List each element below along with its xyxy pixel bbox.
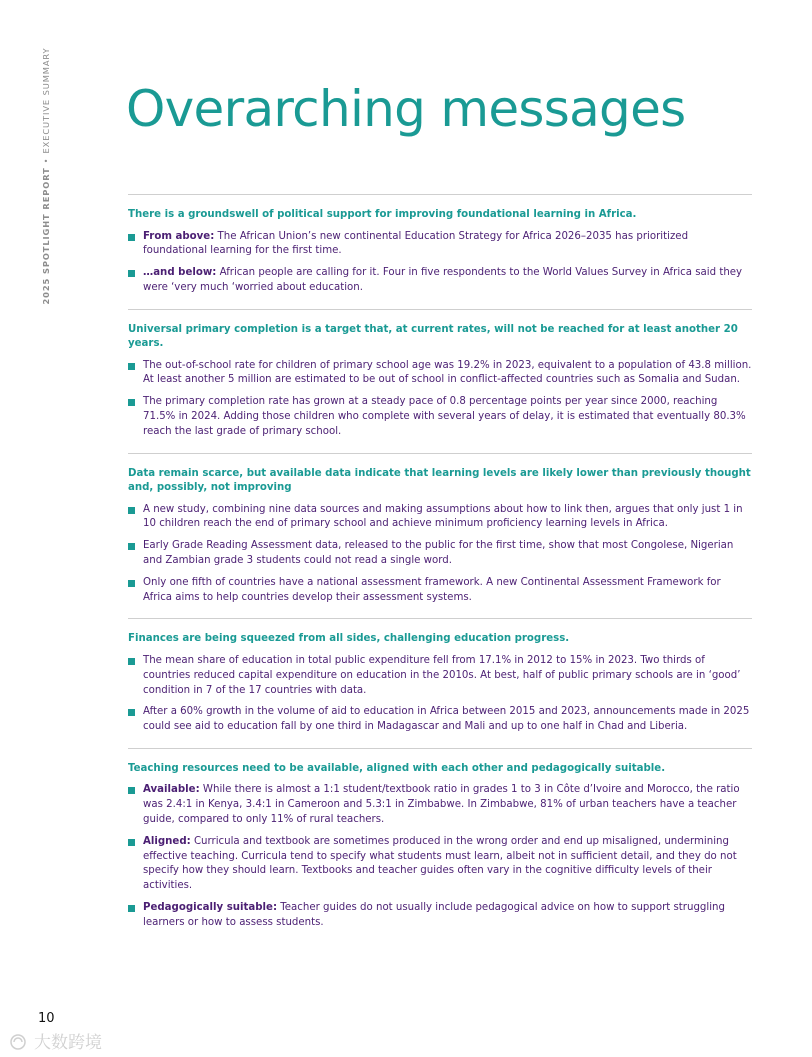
bullet-lead: Aligned: bbox=[143, 835, 191, 847]
bullet-square-icon bbox=[128, 234, 135, 241]
bullet-item bbox=[128, 539, 752, 569]
bullet-square-icon bbox=[128, 270, 135, 277]
bullet-text: The mean share of education in total public expenditure fell from 17.1% in 2012 to 15% in 2023. Two thirds of countries reduced capital expenditure on education in the 2010s. At best, half of public primary schools are in ‘good’ condition in 7 of the 17 countries with data. bbox=[143, 654, 741, 696]
bullet-item bbox=[128, 359, 752, 389]
bullet-text: The primary completion rate has grown at a steady pace of 0.8 percentage points per year since 2000, reaching 71.5% in 2024. Adding those children who complete with several years of delay, it is estimated that eventually 80.3% reach the last grade of primary school. bbox=[143, 396, 746, 437]
section-name: EXECUTIVE SUMMARY bbox=[41, 47, 51, 154]
bullet-item bbox=[128, 835, 752, 894]
report-name: 2025 SPOTLIGHT REPORT bbox=[41, 167, 51, 305]
section-heading: Universal primary completion is a target that, at current rates, will not be reached for at least another 20 years. bbox=[128, 323, 738, 350]
message-section bbox=[128, 194, 752, 309]
bullet-lead: From above: bbox=[143, 230, 215, 242]
bullet-text: Curricula and textbook are sometimes produced in the wrong order and end up misaligned, undermining effective teaching. Curricula tend to specify what students must learn, albeit not in sufficient detail, and they do not specify how they should learn. Textbooks and teacher guides often vary in the cognitive difficulty levels of their activities. bbox=[143, 835, 737, 892]
page-number: 10 bbox=[38, 1011, 55, 1026]
bullet-square-icon bbox=[128, 658, 135, 665]
message-section bbox=[128, 618, 752, 747]
bullet-square-icon bbox=[128, 543, 135, 550]
bullet-text: After a 60% growth in the volume of aid to education in Africa between 2015 and 2023, announcements made in 2025 could see aid to education fall by one third in Madagascar and Mali and up to one half in Chad and Liberia. bbox=[143, 706, 750, 733]
bullet-text: A new study, combining nine data sources and making assumptions about how to link then, argues that only just 1 in 10 children reach the end of primary school and achieve minimum proficiency learning levels in Africa. bbox=[143, 503, 743, 530]
bullet-lead: Pedagogically suitable: bbox=[143, 902, 278, 914]
bullet-item bbox=[128, 230, 752, 260]
bullet-item bbox=[128, 783, 752, 827]
section-heading: Data remain scarce, but available data indicate that learning levels are likely lower than previously thought and, possibly, not improving bbox=[128, 467, 751, 494]
section-heading: There is a groundswell of political support for improving foundational learning in Africa. bbox=[128, 209, 637, 220]
running-header bbox=[37, 47, 55, 305]
bullet-item bbox=[128, 503, 752, 533]
bullet-item bbox=[128, 901, 752, 931]
message-section bbox=[128, 309, 752, 453]
bullet-list bbox=[128, 654, 752, 735]
bullet-square-icon bbox=[128, 839, 135, 846]
watermark-logo-icon bbox=[8, 1030, 112, 1054]
bullet-text: Early Grade Reading Assessment data, released to the public for the first time, show that most Congolese, Nigerian and Zambian grade 3 students could not read a single word. bbox=[143, 540, 734, 567]
bullet-text: Only one fifth of countries have a national assessment framework. A new Continental Assessment Framework for Africa aims to help countries develop their assessment systems. bbox=[143, 576, 721, 603]
bullet-square-icon bbox=[128, 507, 135, 514]
bullet-text: Teacher guides do not usually include pedagogical advice on how to support struggling learners or how to assess students. bbox=[143, 902, 725, 928]
bullet-lead: Available: bbox=[143, 784, 200, 796]
bullet-lead: …and below: bbox=[143, 267, 217, 279]
bullet-list bbox=[128, 503, 752, 606]
bullet-list bbox=[128, 783, 752, 930]
bullet-square-icon bbox=[128, 580, 135, 587]
message-section bbox=[128, 748, 752, 944]
bullet-square-icon bbox=[128, 399, 135, 406]
section-heading: Teaching resources need to be available, aligned with each other and pedagogically suitable. bbox=[128, 762, 666, 774]
bullet-text: African people are calling for it. Four in five respondents to the World Values Survey in Africa said they were ‘very much ‘worried about education. bbox=[143, 267, 743, 293]
message-sections bbox=[128, 194, 752, 944]
bullet-text: While there is almost a 1:1 student/textbook ratio in grades 1 to 3 in Côte d’Ivoire and Morocco, the ratio was 2.4:1 in Kenya, 3.4:1 in Cameroon and 5.3:1 in Zimbabwe. In Zimbabwe, 81% of urban teachers have a teacher guide, compared to only 11% of rural teachers. bbox=[143, 784, 740, 826]
watermark-text: 大数跨境 bbox=[34, 1033, 102, 1053]
bullet-list bbox=[128, 359, 752, 440]
page-title: Overarching messages bbox=[126, 80, 686, 138]
bullet-text: The out-of-school rate for children of primary school age was 19.2% in 2023, equivalent to a population of 43.8 million. At least another 5 million are estimated to be out of school in conflict-affected countries such as Somalia and Sudan. bbox=[143, 359, 752, 386]
message-section bbox=[128, 453, 752, 619]
bullet-square-icon bbox=[128, 787, 135, 794]
bullet-item bbox=[128, 654, 752, 698]
bullet-list bbox=[128, 230, 752, 296]
header-separator: • bbox=[41, 157, 51, 164]
section-heading: Finances are being squeezed from all sides, challenging education progress. bbox=[128, 633, 570, 645]
bullet-item bbox=[128, 705, 752, 735]
bullet-square-icon bbox=[128, 709, 135, 716]
bullet-text: The African Union’s new continental Education Strategy for Africa 2026–2035 has prioritized foundational learning for the first time. bbox=[143, 230, 689, 257]
bullet-item bbox=[128, 576, 752, 606]
bullet-item bbox=[128, 395, 752, 439]
bullet-square-icon bbox=[128, 363, 135, 370]
bullet-square-icon bbox=[128, 905, 135, 912]
bullet-item bbox=[128, 266, 752, 296]
